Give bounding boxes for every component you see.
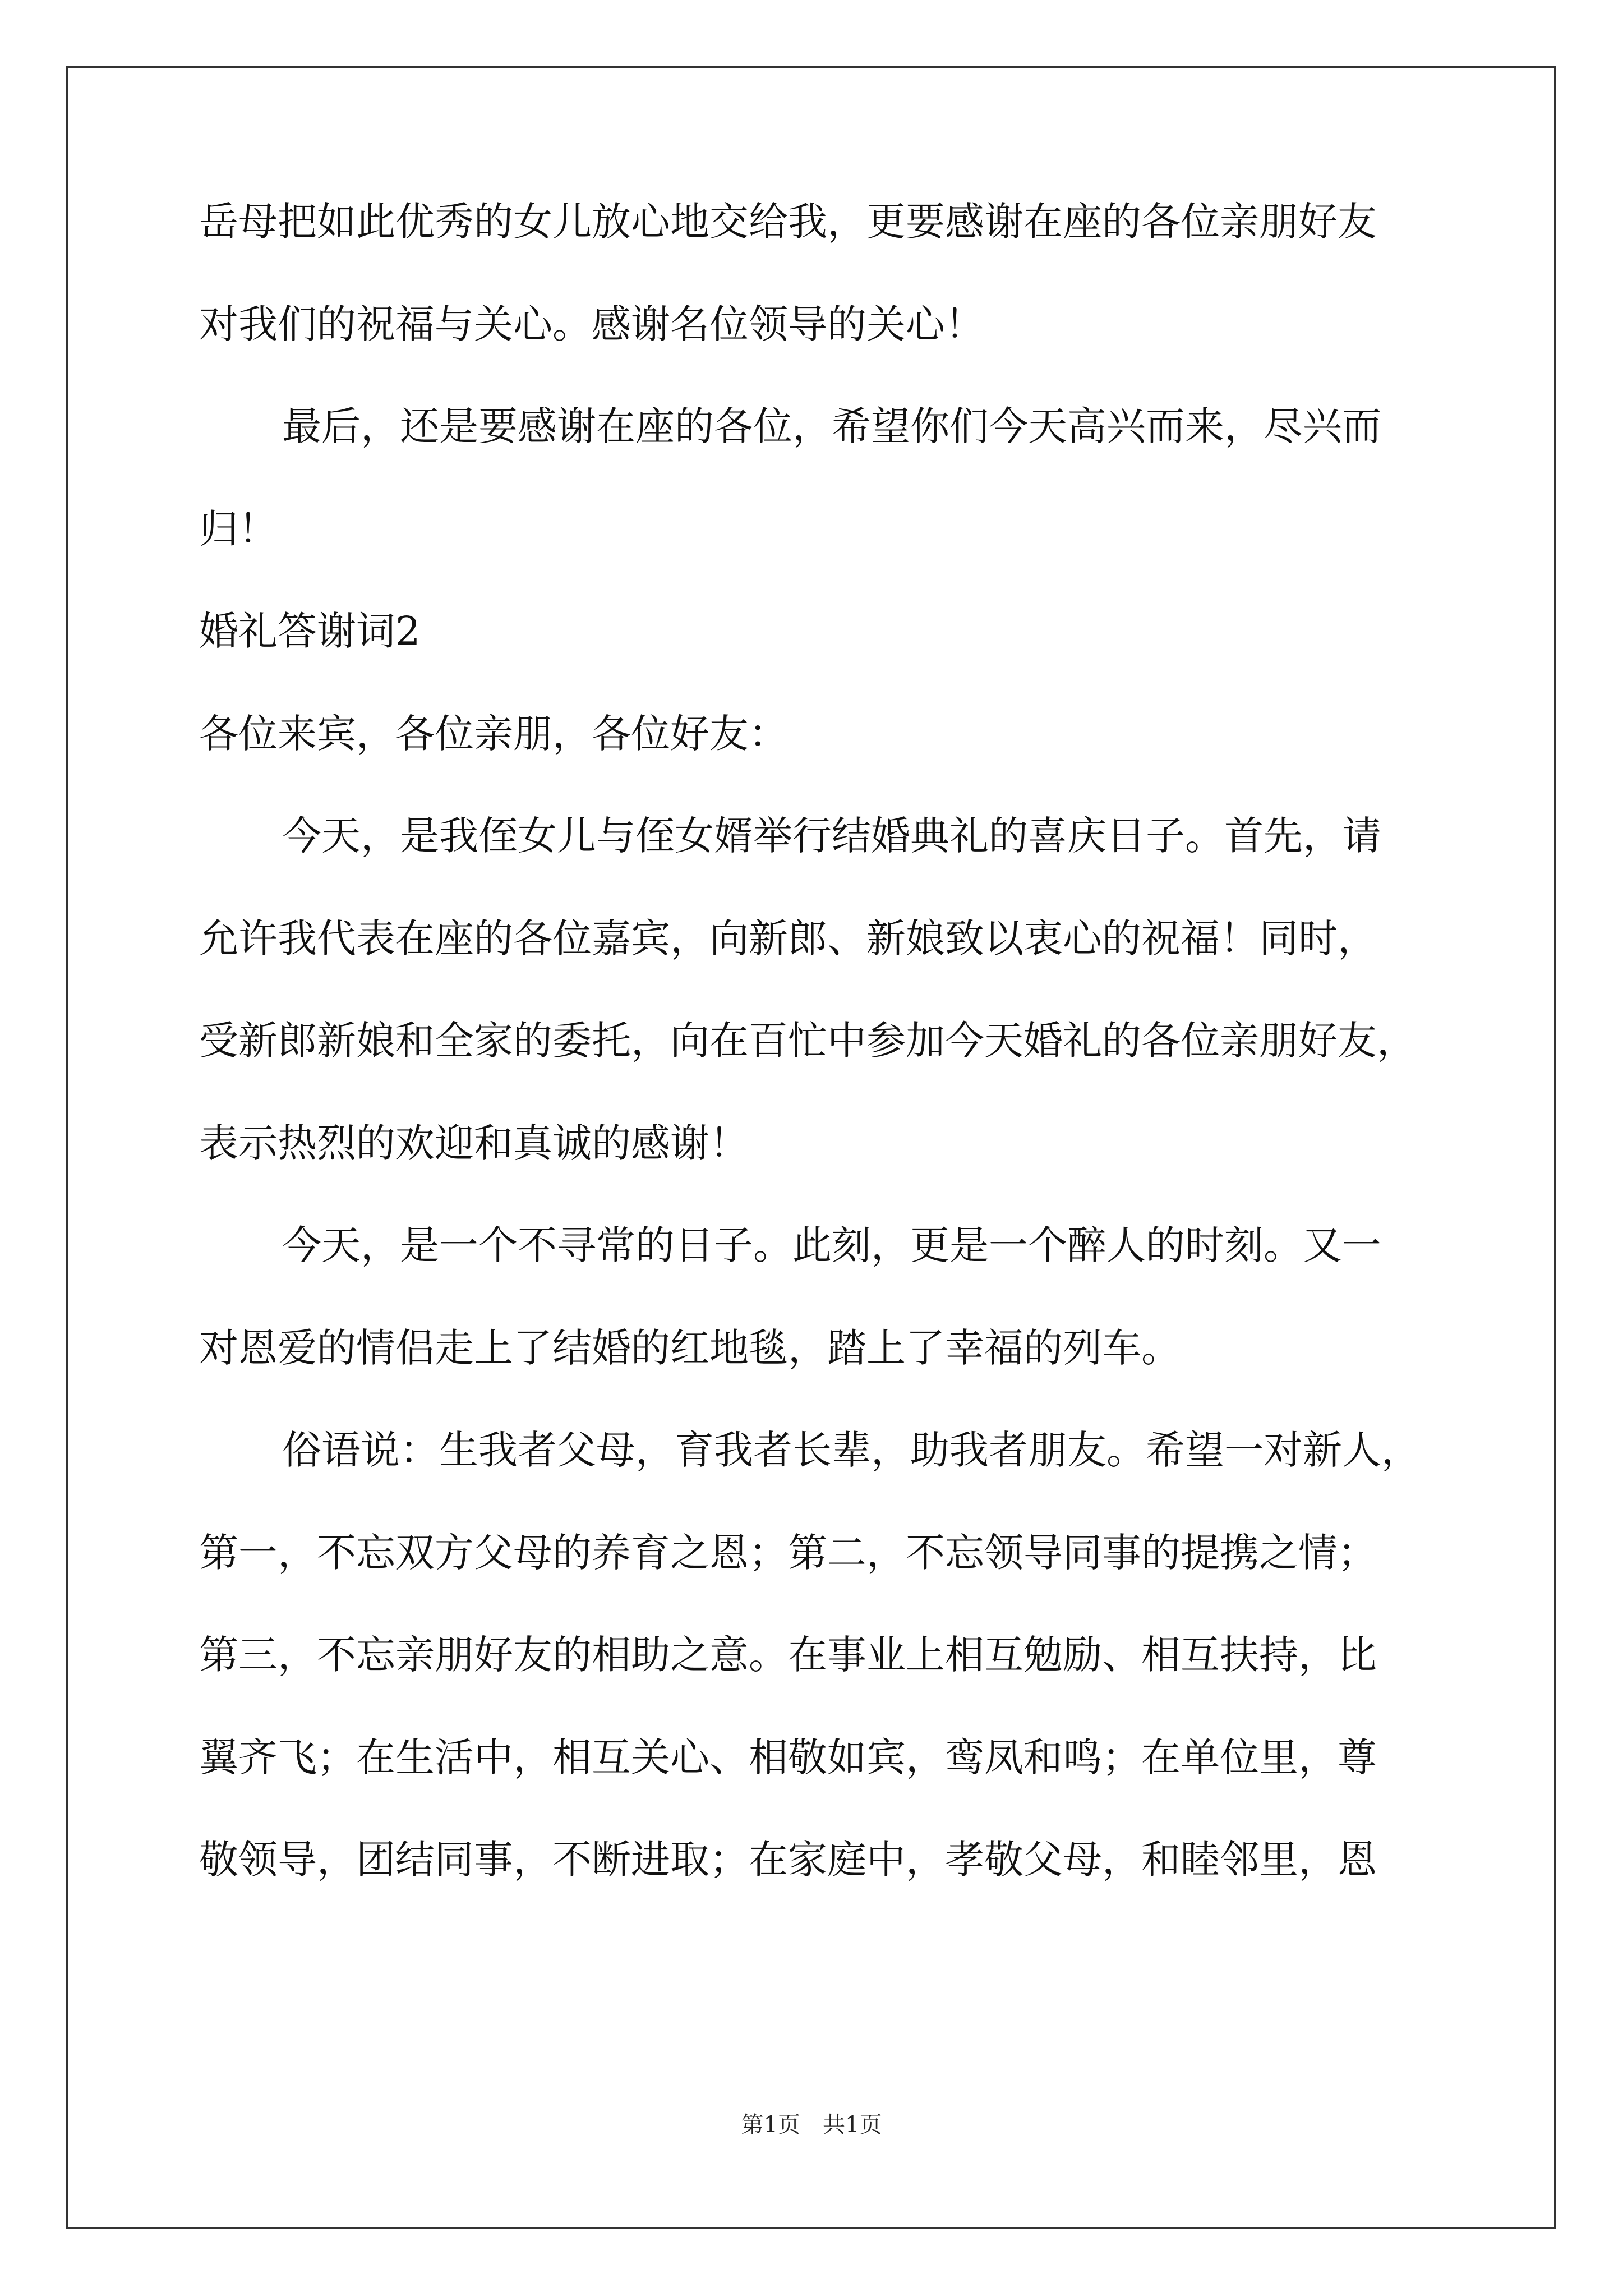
paragraph-start-line: 今天，是我侄女儿与侄女婿举行结婚典礼的喜庆日子。首先，请: [282, 813, 1381, 859]
text-line: 表示热烈的欢迎和真诚的感谢！: [199, 1120, 749, 1166]
paragraph-start-line: 今天，是一个不寻常的日子。此刻，更是一个醉人的时刻。又一: [282, 1222, 1381, 1268]
paragraph-start-line: 最后，还是要感谢在座的各位，希望你们今天高兴而来，尽兴而: [282, 403, 1381, 449]
text-line: 对我们的祝福与关心。感谢名位领导的关心！: [199, 301, 984, 347]
text-line: 允许我代表在座的各位嘉宾，向新郎、新娘致以衷心的祝福！同时，: [199, 915, 1377, 961]
text-line: 敬领导，团结同事，不断进取；在家庭中，孝敬父母，和睦邻里，恩: [199, 1837, 1377, 1883]
page-number-footer: 第1页 共1页: [741, 2112, 882, 2138]
text-line: 对恩爱的情侣走上了结婚的红地毯，踏上了幸福的列车。: [199, 1325, 1181, 1371]
text-line: 归！: [199, 506, 278, 552]
text-line: 第三，不忘亲朋好友的相助之意。在事业上相互勉励、相互扶持，比: [199, 1632, 1377, 1678]
paragraph-start-line: 俗语说：生我者父母，育我者长辈，助我者朋友。希望一对新人，: [282, 1427, 1421, 1473]
text-line: 岳母把如此优秀的女儿放心地交给我，更要感谢在座的各位亲朋好友: [199, 199, 1377, 245]
section-heading: 婚礼答谢词2: [199, 608, 421, 654]
text-line: 受新郎新娘和全家的委托，向在百忙中参加今天婚礼的各位亲朋好友，: [199, 1018, 1416, 1064]
text-line: 第一，不忘双方父母的养育之恩；第二，不忘领导同事的提携之情；: [199, 1530, 1377, 1576]
salutation-line: 各位来宾，各位亲朋，各位好友：: [199, 711, 788, 757]
text-line: 翼齐飞；在生活中，相互关心、相敬如宾，鸾凤和鸣；在单位里，尊: [199, 1734, 1377, 1780]
